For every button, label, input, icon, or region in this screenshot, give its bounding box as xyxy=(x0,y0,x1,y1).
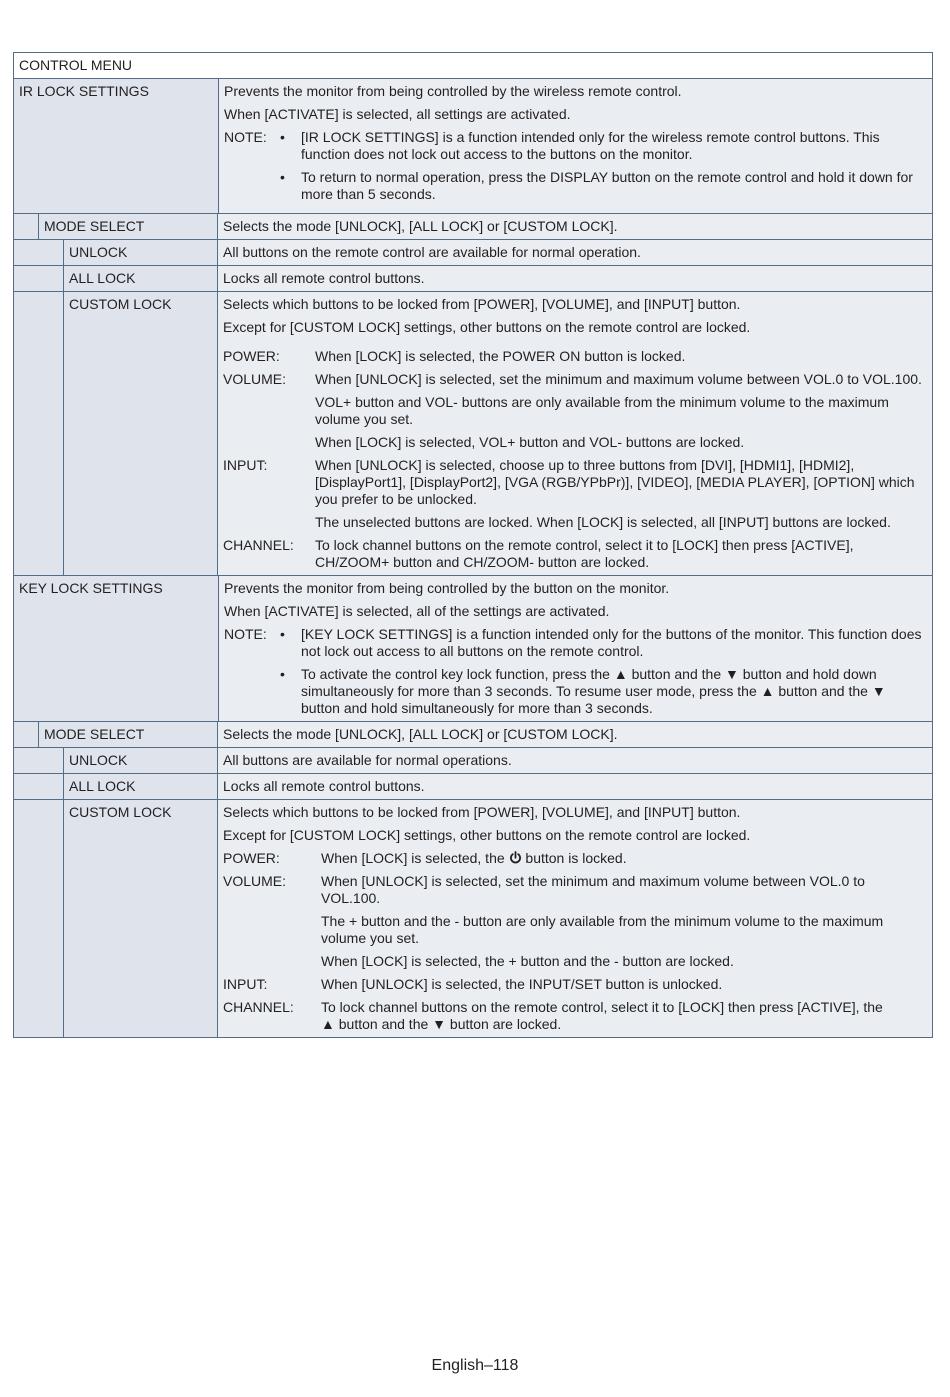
ir-custom-lock-desc xyxy=(218,292,932,575)
page-number: English–118 xyxy=(431,1357,519,1374)
option-label: CHANNEL: xyxy=(223,537,294,553)
note-bullet xyxy=(271,626,927,660)
ir-mode-select-desc: Selects the mode [UNLOCK], [ALL LOCK] or [CUSTOM LOCK]. xyxy=(218,214,932,239)
key-all-lock-label: ALL LOCK xyxy=(69,778,136,794)
key-lock-section xyxy=(14,575,932,721)
up-arrow-icon: ▲ xyxy=(613,666,628,682)
bullet-icon: • xyxy=(280,169,285,185)
down-arrow-icon: ▼ xyxy=(432,1016,447,1032)
key-mode-select-row xyxy=(14,721,932,747)
up-arrow-icon: ▲ xyxy=(760,683,775,699)
option-text: When [UNLOCK] is selected, set the minimum and maximum volume between VOL.0 to VOL.100. xyxy=(315,371,922,387)
key-unlock-desc: All buttons are available for normal operations. xyxy=(218,748,932,773)
ir-all-lock-row xyxy=(14,265,932,291)
ir-all-lock-label: ALL LOCK xyxy=(69,270,136,286)
ir-unlock-desc: All buttons on the remote control are available for normal operation. xyxy=(218,240,932,265)
note-label: NOTE: xyxy=(224,129,267,145)
ir-lock-title-cell xyxy=(14,79,219,213)
table-header: CONTROL MENU xyxy=(14,53,932,79)
ir-all-lock-desc: Locks all remote control buttons. xyxy=(218,266,932,291)
key-unlock-row xyxy=(14,747,932,773)
ir-lock-desc-2: When [ACTIVATE] is selected, all settings are activated. xyxy=(224,106,571,122)
up-arrow-icon: ▲ xyxy=(321,1016,335,1032)
key-unlock-label: UNLOCK xyxy=(69,752,128,768)
bullet-icon: • xyxy=(280,666,285,682)
note-text: [KEY LOCK SETTINGS] is a function intended only for the buttons of the monitor. This function does not lock out access to all buttons on the remote control. xyxy=(301,626,922,659)
ir-lock-title: IR LOCK SETTINGS xyxy=(19,83,149,99)
key-lock-description xyxy=(219,576,932,721)
option-label: POWER: xyxy=(223,348,280,364)
option-text: VOL+ button and VOL- buttons are only available from the minimum volume to the maximum volume you set. xyxy=(315,394,889,427)
key-lock-title: KEY LOCK SETTINGS xyxy=(19,580,163,596)
ir-lock-description xyxy=(219,79,932,213)
key-all-lock-desc: Locks all remote control buttons. xyxy=(218,774,932,799)
ir-unlock-label: UNLOCK xyxy=(69,244,128,260)
ir-power-option xyxy=(223,348,927,365)
key-custom-lock-label: CUSTOM LOCK xyxy=(69,804,172,820)
key-custom-lock-desc xyxy=(218,800,932,1037)
option-text: To lock channel buttons on the remote control, select it to [LOCK] then press [ACTIVE], CH/ZOOM+ button and CH/ZOOM- button are locked. xyxy=(315,537,854,570)
key-lock-desc-2: When [ACTIVATE] is selected, all of the settings are activated. xyxy=(224,603,610,619)
key-custom-lock-row xyxy=(14,799,932,1037)
ir-lock-note xyxy=(224,129,927,203)
option-label: VOLUME: xyxy=(223,371,287,387)
ir-mode-select-row xyxy=(14,213,932,239)
option-text: To lock channel buttons on the remote control, select it to [LOCK] then press [ACTIVE], the ▲ button and the ▼ button are locked. xyxy=(321,999,883,1032)
key-mode-select-label: MODE SELECT xyxy=(44,726,145,742)
key-mode-select-desc: Selects the mode [UNLOCK], [ALL LOCK] or [CUSTOM LOCK]. xyxy=(218,722,932,747)
bullet-icon: • xyxy=(280,129,285,145)
key-custom-desc-1: Selects which buttons to be locked from [POWER], [VOLUME], and [INPUT] button. xyxy=(223,804,741,820)
ir-mode-select-label: MODE SELECT xyxy=(44,218,145,234)
key-volume-option xyxy=(223,873,927,970)
key-power-option xyxy=(223,850,927,867)
option-text: When [UNLOCK] is selected, the INPUT/SET button is unlocked. xyxy=(321,976,723,992)
option-text: The unselected buttons are locked. When [LOCK] is selected, all [INPUT] buttons are locked. xyxy=(315,514,891,530)
key-lock-desc-1: Prevents the monitor from being controlled by the button on the monitor. xyxy=(224,580,670,596)
option-label: INPUT: xyxy=(223,976,268,992)
key-input-option xyxy=(223,976,927,993)
option-label: VOLUME: xyxy=(223,873,287,889)
note-bullet xyxy=(271,129,927,163)
ir-custom-desc-2: Except for [CUSTOM LOCK] settings, other buttons on the remote control are locked. xyxy=(223,319,751,335)
ir-lock-section xyxy=(14,79,932,213)
note-text: To activate the control key lock function, press the ▲ button and the ▼ button and hold down simultaneously for more than 3 seconds. To resume user mode, press the ▲ button and the ▼ button and hold simultaneously for more than 3 seconds. xyxy=(301,666,886,716)
key-lock-title-cell xyxy=(14,576,219,721)
down-arrow-icon: ▼ xyxy=(725,666,739,682)
ir-volume-option xyxy=(223,371,927,451)
note-label: NOTE: xyxy=(224,626,267,642)
ir-custom-lock-label: CUSTOM LOCK xyxy=(69,296,172,312)
key-lock-note xyxy=(224,626,927,717)
option-text: When [LOCK] is selected, VOL+ button and VOL- buttons are locked. xyxy=(315,434,745,450)
option-label: POWER: xyxy=(223,850,280,866)
note-bullet xyxy=(271,666,927,717)
key-custom-desc-2: Except for [CUSTOM LOCK] settings, other buttons on the remote control are locked. xyxy=(223,827,751,843)
note-text: [IR LOCK SETTINGS] is a function intended only for the wireless remote control buttons. This function does not lock out access to the buttons on the monitor. xyxy=(301,129,880,162)
ir-custom-desc-1: Selects which buttons to be locked from [POWER], [VOLUME], and [INPUT] button. xyxy=(223,296,741,312)
ir-input-option xyxy=(223,457,927,531)
key-channel-option xyxy=(223,999,927,1033)
ir-unlock-row xyxy=(14,239,932,265)
option-label: CHANNEL: xyxy=(223,999,294,1015)
ir-custom-lock-row xyxy=(14,291,932,575)
option-text: When [LOCK] is selected, the POWER ON button is locked. xyxy=(315,348,686,364)
note-text: To return to normal operation, press the DISPLAY button on the remote control and hold it down for more than 5 seconds. xyxy=(301,169,913,202)
key-all-lock-row xyxy=(14,773,932,799)
ir-lock-desc-1: Prevents the monitor from being controlled by the wireless remote control. xyxy=(224,83,682,99)
down-arrow-icon: ▼ xyxy=(871,683,886,699)
control-menu-table xyxy=(13,52,933,1038)
ir-channel-option xyxy=(223,537,927,571)
option-text: When [LOCK] is selected, the + button and the - button are locked. xyxy=(321,953,734,969)
power-icon xyxy=(509,851,522,865)
note-bullet xyxy=(271,169,927,203)
bullet-icon: • xyxy=(280,626,285,642)
option-text: When [LOCK] is selected, the button is locked. xyxy=(321,850,627,866)
option-text: When [UNLOCK] is selected, choose up to three buttons from [DVI], [HDMI1], [HDMI2], [DisplayPort1], [DisplayPort2], [VGA (RGB/YPbPr)], [VIDEO], [MEDIA PLAYER], [OPTION] which you prefer to be unlocked. xyxy=(315,457,915,507)
option-text: When [UNLOCK] is selected, set the minimum and maximum volume between VOL.0 to VOL.100. xyxy=(321,873,865,906)
option-label: INPUT: xyxy=(223,457,268,473)
option-text: The + button and the - button are only available from the minimum volume to the maximum volume you set. xyxy=(321,913,884,946)
